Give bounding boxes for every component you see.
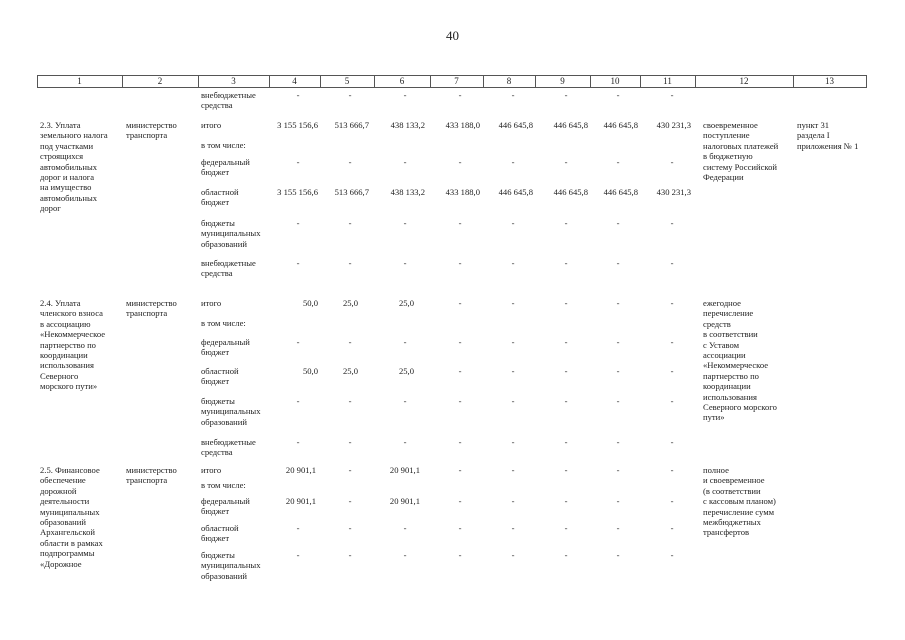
value-dash: - [564, 298, 568, 308]
source-label-municipal: бюджеты муниципальных образований [201, 396, 261, 427]
value-dash: - [616, 396, 620, 406]
value-dash: - [564, 90, 568, 100]
value-cell: 438 133,2 [390, 120, 425, 130]
value-cell: 513 666,7 [334, 120, 369, 130]
value-dash: - [348, 523, 352, 533]
value-cell: 513 666,7 [334, 187, 369, 197]
value-cell: 446 645,8 [603, 120, 638, 130]
value-dash: - [348, 437, 352, 447]
value-dash: - [296, 258, 300, 268]
value-dash: - [511, 218, 515, 228]
value-cell: 433 188,0 [445, 120, 480, 130]
value-dash: - [670, 496, 674, 506]
value-dash: - [296, 437, 300, 447]
column-header: 11 [663, 76, 672, 86]
value-dash: - [348, 550, 352, 560]
source-label-municipal: бюджеты муниципальных образований [201, 550, 261, 581]
value-dash: - [670, 337, 674, 347]
value-dash: - [670, 298, 674, 308]
source-label-itogo: итого [201, 120, 222, 130]
value-dash: - [348, 258, 352, 268]
column-header: 2 [157, 76, 163, 86]
expected-result: полное и своевременное (в соответствии с кассовым планом) перечисление сумм межбюджетных трансфертов [703, 465, 776, 538]
value-dash: - [511, 366, 515, 376]
value-dash: - [403, 396, 407, 406]
value-dash: - [564, 396, 568, 406]
value-dash: - [564, 366, 568, 376]
column-header: 3 [231, 76, 236, 86]
value-dash: - [564, 465, 568, 475]
value-dash: - [458, 258, 462, 268]
legal-basis: пункт 31 раздела I приложения № 1 [797, 120, 859, 151]
column-header: 8 [506, 76, 512, 86]
expected-result: своевременное поступление налоговых платежей в бюджетную систему Российской Федерации [703, 120, 779, 183]
value-dash: - [616, 496, 620, 506]
source-label-extra: внебюджетные средства [201, 258, 256, 279]
value-dash: - [458, 218, 462, 228]
source-label-v-tom-chisle: в том числе: [201, 140, 246, 150]
value-dash: - [296, 550, 300, 560]
value-dash: - [403, 550, 407, 560]
value-dash: - [616, 298, 620, 308]
value-dash: - [348, 396, 352, 406]
source-label-oblast: областной бюджет [201, 187, 239, 208]
value-cell: 25,0 [342, 366, 358, 376]
expected-result: ежегодное перечисление средств в соответствии с Уставом ассоциации «Некоммерческое партнерство по координации использования Северного морского пути» [703, 298, 777, 423]
column-header: 4 [292, 76, 297, 86]
value-dash: - [564, 550, 568, 560]
value-dash: - [458, 437, 462, 447]
value-dash: - [616, 258, 620, 268]
value-dash: - [296, 218, 300, 228]
value-cell: 20 901,1 [285, 465, 316, 475]
value-dash: - [670, 90, 674, 100]
source-label-extra: внебюджетные средства [201, 90, 256, 111]
value-dash: - [403, 90, 407, 100]
header-divider [866, 75, 867, 88]
source-label-v-tom-chisle: в том числе: [201, 318, 246, 328]
value-cell: 446 645,8 [553, 120, 588, 130]
value-dash: - [564, 218, 568, 228]
source-label-federal: федеральный бюджет [201, 496, 250, 517]
value-cell: 446 645,8 [498, 120, 533, 130]
value-cell: 50,0 [302, 298, 318, 308]
source-label-oblast: областной бюджет [201, 366, 239, 387]
value-dash: - [348, 218, 352, 228]
value-dash: - [403, 523, 407, 533]
value-dash: - [296, 396, 300, 406]
value-dash: - [458, 90, 462, 100]
value-dash: - [403, 437, 407, 447]
value-cell: 430 231,3 [656, 187, 691, 197]
value-dash: - [616, 523, 620, 533]
value-dash: - [616, 218, 620, 228]
page-number: 40 [446, 28, 459, 43]
value-dash: - [348, 157, 352, 167]
value-cell: 20 901,1 [389, 465, 420, 475]
value-dash: - [616, 90, 620, 100]
executor: министерство транспорта [126, 298, 177, 319]
value-dash: - [564, 258, 568, 268]
value-dash: - [458, 465, 462, 475]
value-dash: - [564, 337, 568, 347]
executor: министерство транспорта [126, 120, 177, 141]
value-dash: - [458, 366, 462, 376]
value-dash: - [670, 157, 674, 167]
measure-title: 2.5. Финансовое обеспечение дорожной деятельности муниципальных образований Архангельской области в рамках подпрограммы «Дорожное [40, 465, 103, 569]
value-dash: - [564, 157, 568, 167]
value-dash: - [403, 218, 407, 228]
source-label-itogo: итого [201, 298, 222, 308]
value-dash: - [458, 396, 462, 406]
value-dash: - [564, 496, 568, 506]
value-dash: - [348, 90, 352, 100]
column-header: 5 [344, 76, 350, 86]
value-dash: - [616, 157, 620, 167]
value-dash: - [670, 550, 674, 560]
value-dash: - [511, 337, 515, 347]
measure-title: 2.3. Уплата земельного налога под участками строящихся автомобильных дорог и налога на имущество автомобильных дорог [40, 120, 108, 214]
source-label-extra: внебюджетные средства [201, 437, 256, 458]
value-dash: - [616, 437, 620, 447]
value-dash: - [458, 298, 462, 308]
value-cell: - [348, 465, 352, 475]
value-dash: - [511, 258, 515, 268]
value-dash: - [511, 396, 515, 406]
source-label-municipal: бюджеты муниципальных образований [201, 218, 261, 249]
source-label-itogo: итого [201, 465, 222, 475]
source-label-federal: федеральный бюджет [201, 157, 250, 178]
value-dash: - [458, 523, 462, 533]
value-dash: - [511, 437, 515, 447]
value-dash: - [670, 465, 674, 475]
value-dash: - [670, 523, 674, 533]
value-dash: - [564, 523, 568, 533]
column-header: 1 [77, 76, 82, 86]
value-dash: - [296, 157, 300, 167]
value-dash: - [670, 218, 674, 228]
value-dash: - [511, 157, 515, 167]
column-header: 6 [399, 76, 405, 86]
column-header: 13 [825, 76, 834, 86]
value-dash: - [670, 366, 674, 376]
value-cell: 438 133,2 [390, 187, 425, 197]
value-dash: - [348, 337, 352, 347]
value-cell: 25,0 [398, 298, 414, 308]
value-cell: 433 188,0 [445, 187, 480, 197]
value-dash: - [511, 523, 515, 533]
value-dash: - [616, 337, 620, 347]
value-cell: - [348, 496, 352, 506]
column-header: 7 [454, 76, 459, 86]
value-dash: - [616, 550, 620, 560]
column-header: 12 [739, 76, 749, 86]
value-dash: - [296, 337, 300, 347]
value-cell: 25,0 [342, 298, 358, 308]
value-dash: - [296, 90, 300, 100]
value-cell: 430 231,3 [656, 120, 691, 130]
value-dash: - [511, 298, 515, 308]
value-cell: 20 901,1 [389, 496, 420, 506]
value-dash: - [458, 337, 462, 347]
value-cell: 3 155 156,6 [277, 187, 318, 197]
value-cell: 446 645,8 [603, 187, 638, 197]
value-dash: - [670, 396, 674, 406]
value-dash: - [403, 258, 407, 268]
value-dash: - [403, 337, 407, 347]
value-dash: - [296, 523, 300, 533]
column-header: 10 [610, 76, 620, 86]
measure-title: 2.4. Уплата членского взноса в ассоциацию «Некоммерческое партнерство по координации использования Северного морского пути» [40, 298, 106, 392]
value-dash: - [616, 465, 620, 475]
value-dash: - [403, 157, 407, 167]
value-cell: 446 645,8 [553, 187, 588, 197]
value-dash: - [511, 496, 515, 506]
executor: министерство транспорта [126, 465, 177, 486]
value-cell: 50,0 [302, 366, 318, 376]
source-label-v-tom-chisle: в том числе: [201, 480, 246, 490]
value-cell: 20 901,1 [285, 496, 316, 506]
value-dash: - [458, 496, 462, 506]
value-dash: - [616, 366, 620, 376]
value-dash: - [564, 437, 568, 447]
value-dash: - [458, 550, 462, 560]
value-dash: - [511, 90, 515, 100]
value-dash: - [670, 437, 674, 447]
value-cell: 3 155 156,6 [277, 120, 318, 130]
column-header: 9 [560, 76, 565, 86]
source-label-federal: федеральный бюджет [201, 337, 250, 358]
value-cell: 446 645,8 [498, 187, 533, 197]
header-bottom-border [37, 87, 867, 88]
value-dash: - [670, 258, 674, 268]
value-dash: - [458, 157, 462, 167]
value-dash: - [511, 550, 515, 560]
value-dash: - [511, 465, 515, 475]
source-label-oblast: областной бюджет [201, 523, 239, 544]
value-cell: 25,0 [398, 366, 414, 376]
